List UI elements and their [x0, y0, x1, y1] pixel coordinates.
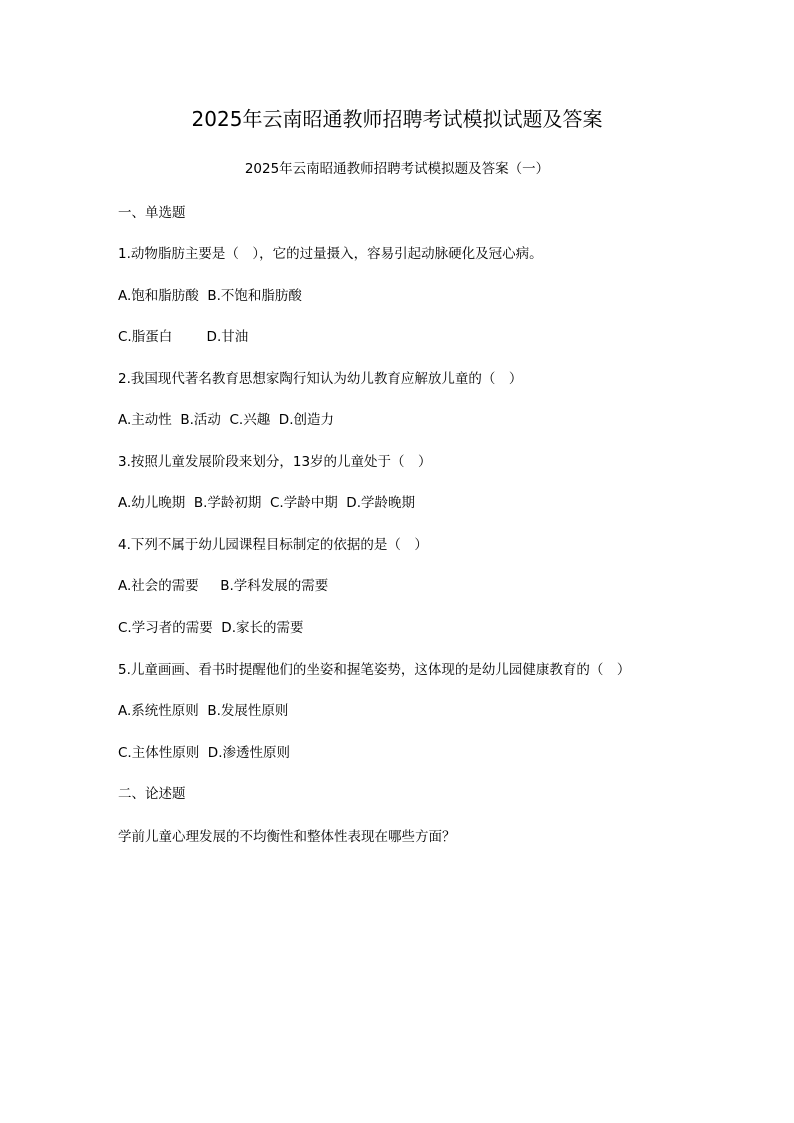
question-2-stem: 2.我国现代著名教育思想家陶行知认为幼儿教育应解放儿童的（ ）: [118, 371, 523, 387]
question-1-options-line-2: C.脂蛋白 D.甘油: [118, 329, 249, 345]
question-1-options-line-1: A.饱和脂肪酸 B.不饱和脂肪酸: [118, 288, 302, 304]
question-4-stem: 4.下列不属于幼儿园课程目标制定的依据的是（ ）: [118, 537, 428, 553]
question-5-stem: 5.儿童画画、看书时提醒他们的坐姿和握笔姿势，这体现的是幼儿园健康教育的（ ）: [118, 662, 631, 678]
question-3-stem: 3.按照儿童发展阶段来划分，13岁的儿童处于（ ）: [118, 454, 432, 470]
section-heading-single-choice: 一、单选题: [118, 205, 186, 221]
question-1-stem: 1.动物脂肪主要是（ ），它的过量摄入，容易引起动脉硬化及冠心病。: [118, 246, 543, 262]
document-title: 2025年云南昭通教师招聘考试模拟试题及答案: [191, 107, 603, 131]
document-subtitle: 2025年云南昭通教师招聘考试模拟题及答案（一）: [244, 161, 550, 177]
question-2-options-line-1: A.主动性 B.活动 C.兴趣 D.创造力: [118, 412, 334, 428]
question-3-options-line-1: A.幼儿晚期 B.学龄初期 C.学龄中期 D.学龄晚期: [118, 495, 415, 511]
question-5-options-line-1: A.系统性原则 B.发展性原则: [118, 703, 289, 719]
essay-question-stem: 学前儿童心理发展的不均衡性和整体性表现在哪些方面？: [118, 829, 456, 845]
question-5-options-line-2: C.主体性原则 D.渗透性原则: [118, 745, 290, 761]
question-4-options-line-1: A.社会的需要 B.学科发展的需要: [118, 578, 329, 594]
section-heading-essay: 二、论述题: [118, 786, 186, 802]
question-4-options-line-2: C.学习者的需要 D.家长的需要: [118, 620, 304, 636]
